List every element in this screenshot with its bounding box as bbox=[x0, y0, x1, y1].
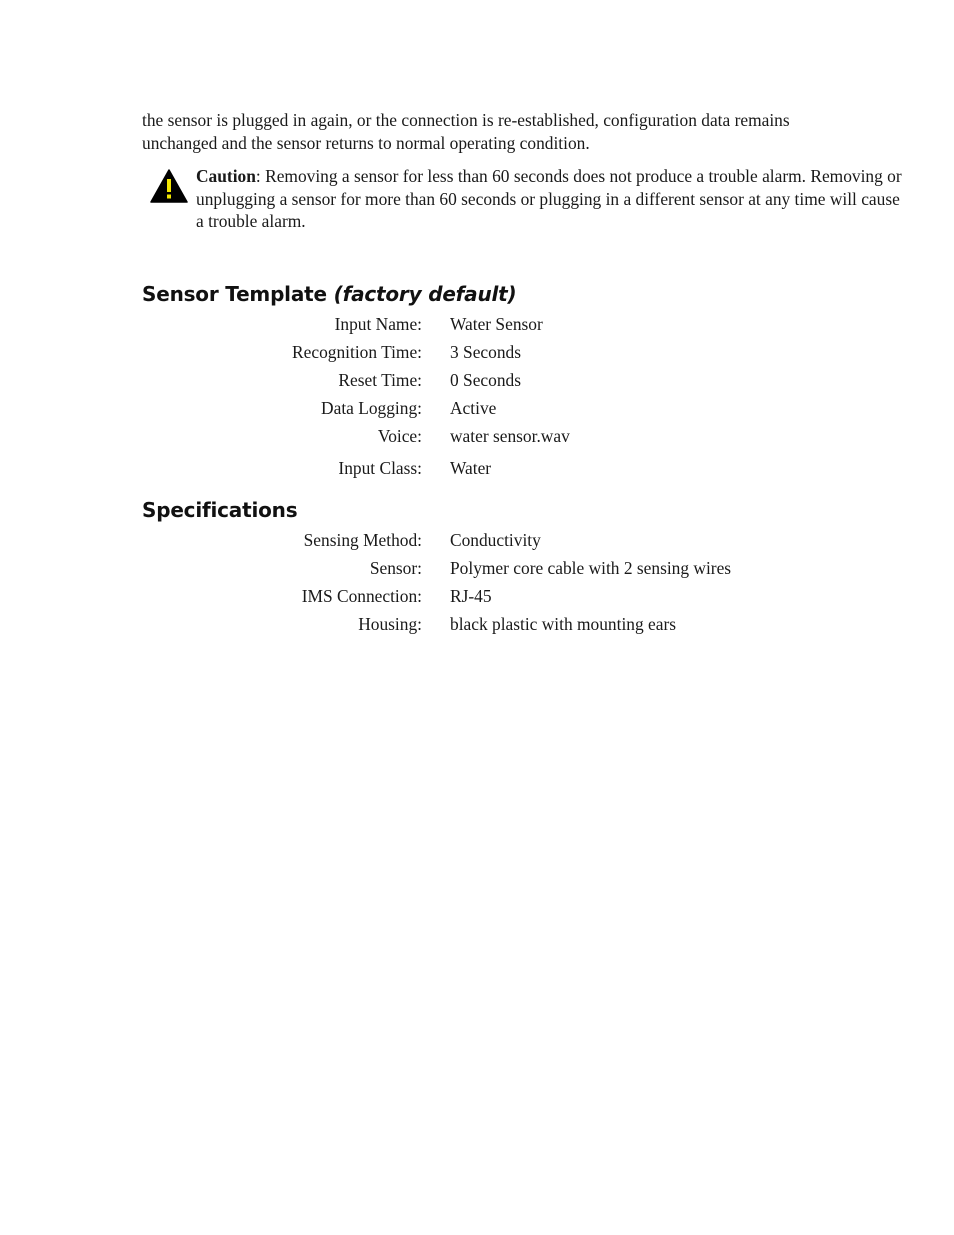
spec-key: Sensor: bbox=[369, 557, 422, 578]
sensor-template-heading-qualifier: (factory default) bbox=[333, 281, 517, 306]
template-key: Recognition Time: bbox=[292, 341, 422, 362]
template-row-input-name bbox=[142, 310, 902, 338]
specifications-table bbox=[142, 526, 902, 638]
spec-row-sensing-method bbox=[142, 526, 902, 554]
warning-triangle-icon bbox=[150, 169, 188, 203]
specifications-heading: Specifications bbox=[142, 497, 298, 522]
sensor-template-heading bbox=[142, 282, 902, 306]
spec-value: Conductivity bbox=[450, 529, 541, 550]
template-key: Input Class: bbox=[338, 457, 422, 478]
sensor-template-heading-text: Sensor Template bbox=[142, 281, 327, 306]
template-value: Water bbox=[450, 457, 492, 478]
intro-line-1: the sensor is plugged in again, or the connection is re-established, configuration data remains bbox=[142, 110, 790, 130]
intro-paragraph bbox=[142, 109, 902, 155]
sensor-template-section bbox=[142, 282, 902, 482]
spec-row-housing bbox=[142, 610, 902, 638]
template-key: Voice: bbox=[377, 425, 422, 446]
template-value: Active bbox=[450, 397, 497, 418]
template-value: water sensor.wav bbox=[450, 425, 570, 446]
spec-key: IMS Connection: bbox=[301, 585, 422, 606]
template-row-reset-time bbox=[142, 366, 902, 394]
template-value: Water Sensor bbox=[450, 313, 543, 334]
spec-value: black plastic with mounting ears bbox=[450, 613, 677, 634]
template-value: 3 Seconds bbox=[450, 341, 522, 362]
template-row-data-logging bbox=[142, 394, 902, 422]
caution-note bbox=[142, 165, 902, 233]
template-key: Data Logging: bbox=[321, 397, 422, 418]
spec-row-ims-connection bbox=[142, 582, 902, 610]
sensor-template-table bbox=[142, 310, 902, 482]
intro-line-2: unchanged and the sensor returns to normal operating condition. bbox=[142, 133, 590, 153]
caution-label: Caution bbox=[196, 166, 256, 186]
spec-row-sensor bbox=[142, 554, 902, 582]
spec-key: Housing: bbox=[358, 613, 422, 634]
template-row-voice bbox=[142, 422, 902, 450]
spec-value: RJ-45 bbox=[450, 585, 492, 606]
template-key: Input Name: bbox=[334, 313, 422, 334]
template-key: Reset Time: bbox=[338, 369, 422, 390]
spec-key: Sensing Method: bbox=[303, 529, 422, 550]
template-row-recognition-time bbox=[142, 338, 902, 366]
document-page bbox=[142, 109, 902, 638]
specifications-section bbox=[142, 498, 902, 638]
spec-value: Polymer core cable with 2 sensing wires bbox=[450, 557, 732, 578]
template-row-input-class bbox=[142, 454, 902, 482]
template-value: 0 Seconds bbox=[450, 369, 522, 390]
caution-text: : Removing a sensor for less than 60 seconds does not produce a trouble alarm. Removing or unplugging a sensor for more than 60 seconds or plugging in a different sensor at any time will cause a trouble alarm. bbox=[196, 166, 902, 231]
